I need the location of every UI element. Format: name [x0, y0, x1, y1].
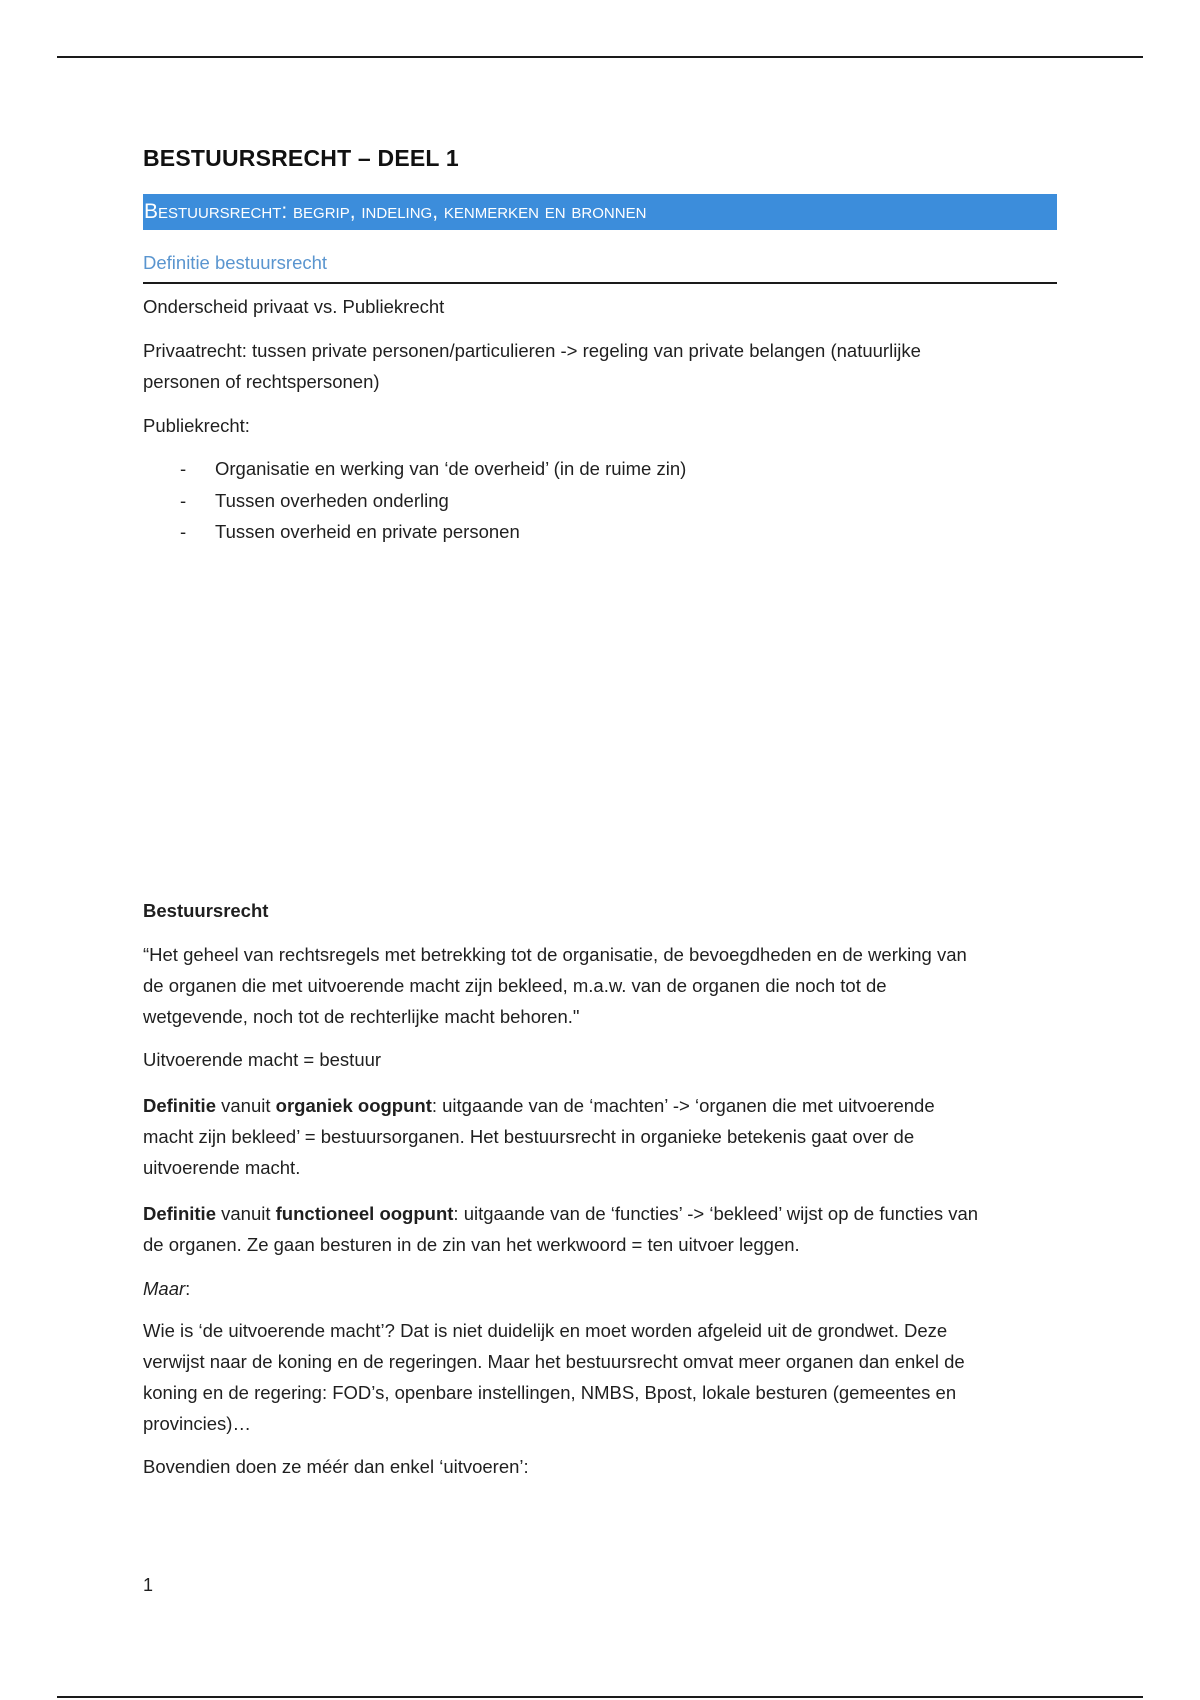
functioneel-line-2: de organen. Ze gaan besturen in de zin van het werkwoord = ten uitvoer leggen. — [143, 1234, 800, 1255]
organiek-line-1 — [143, 1090, 1057, 1121]
publiekrecht-list — [143, 453, 1057, 548]
wie-line-4: provincies)… — [143, 1413, 251, 1434]
bovendien-paragraph — [143, 1451, 1057, 1482]
bestuursrecht-heading-text: Bestuursrecht — [143, 900, 269, 921]
functioneel-bold-oogpunt: functioneel oogpunt — [275, 1203, 454, 1224]
footer-rule — [57, 1696, 1143, 1698]
organiek-line-2: macht zijn bekleed’ = bestuursorganen. Het bestuursrecht in organieke betekenis gaat over de — [143, 1126, 915, 1147]
organiek-line-3: uitvoerende macht. — [143, 1157, 301, 1178]
list-item — [143, 453, 1057, 485]
bullet-dash: - — [180, 489, 187, 511]
header-rule — [57, 56, 1143, 58]
wie-paragraph — [143, 1315, 1057, 1439]
definition-quote — [143, 939, 1057, 1032]
functioneel-bold-definitie: Definitie — [143, 1203, 216, 1224]
organiek-text-2: : uitgaande van de ‘machten’ -> ‘organen die met uitvoerende — [431, 1095, 935, 1116]
maar-colon: : — [185, 1278, 191, 1299]
privaatrecht-line-2: personen of rechtspersonen) — [143, 371, 380, 392]
onderscheid-text: Onderscheid privaat vs. Publiekrecht — [143, 296, 445, 317]
bovendien-text: Bovendien doen ze méér dan enkel ‘uitvoeren’: — [143, 1456, 529, 1477]
subheading-definitie: Definitie bestuursrecht — [143, 250, 1057, 284]
maar-paragraph — [143, 1273, 1057, 1304]
section-heading: Bestuursrecht: begrip, indeling, kenmerken en bronnen — [143, 194, 1057, 230]
organiek-paragraph — [143, 1090, 1057, 1183]
maar-text — [143, 1273, 1057, 1304]
quote-line-1: “Het geheel van rechtsregels met betrekking tot de organisatie, de bevoegdheden en de werking van — [143, 944, 967, 965]
organiek-bold-oogpunt: organiek oogpunt — [275, 1095, 432, 1116]
functioneel-line-1 — [143, 1198, 1057, 1229]
bullet-dash: - — [180, 458, 187, 479]
list-item — [143, 485, 1057, 517]
maar-italic: Maar — [143, 1278, 186, 1299]
list-item-text: Tussen overheden onderling — [215, 489, 449, 511]
functioneel-paragraph — [143, 1198, 1057, 1260]
organiek-bold-definitie: Definitie — [143, 1095, 216, 1116]
privaatrecht-paragraph — [143, 335, 1057, 397]
onderscheid-paragraph — [143, 291, 1057, 322]
organiek-text-1: vanuit — [215, 1095, 276, 1116]
uitvoerende-macht-paragraph — [143, 1044, 1057, 1075]
publiekrecht-label: Publiekrecht: — [143, 415, 250, 436]
document-title: BESTUURSRECHT – DEEL 1 — [143, 145, 459, 171]
list-item-text: Tussen overheid en private personen — [215, 521, 520, 542]
quote-line-3: wetgevende, noch tot de rechterlijke macht behoren." — [143, 1006, 580, 1027]
list-item — [143, 516, 1057, 548]
functioneel-text-2: : uitgaande van de ‘functies’ -> ‘bekleed’ wijst op de functies van — [453, 1203, 979, 1224]
wie-line-2: verwijst naar de koning en de regeringen. Maar het bestuursrecht omvat meer organen dan enkel de — [143, 1351, 965, 1372]
page-number: 1 — [143, 1575, 154, 1595]
list-item-text: Organisatie en werking van ‘de overheid’ (in de ruime zin) — [215, 458, 687, 479]
quote-line-2: de organen die met uitvoerende macht zijn bekleed, m.a.w. van de organen die noch tot de — [143, 975, 887, 996]
functioneel-text-1: vanuit — [215, 1203, 276, 1224]
bullet-dash: - — [180, 521, 187, 542]
privaatrecht-line-1: Privaatrecht: tussen private personen/particulieren -> regeling van private belangen (natuurlijke — [143, 340, 921, 361]
bestuursrecht-heading — [143, 895, 1057, 926]
uitvoerende-macht-text: Uitvoerende macht = bestuur — [143, 1049, 382, 1070]
wie-line-3: koning en de regering: FOD’s, openbare instellingen, NMBS, Bpost, lokale besturen (gemeentes en — [143, 1382, 957, 1403]
wie-line-1: Wie is ‘de uitvoerende macht’? Dat is niet duidelijk en moet worden afgeleid uit de grondwet. Deze — [143, 1320, 948, 1341]
publiekrecht-paragraph — [143, 410, 1057, 441]
